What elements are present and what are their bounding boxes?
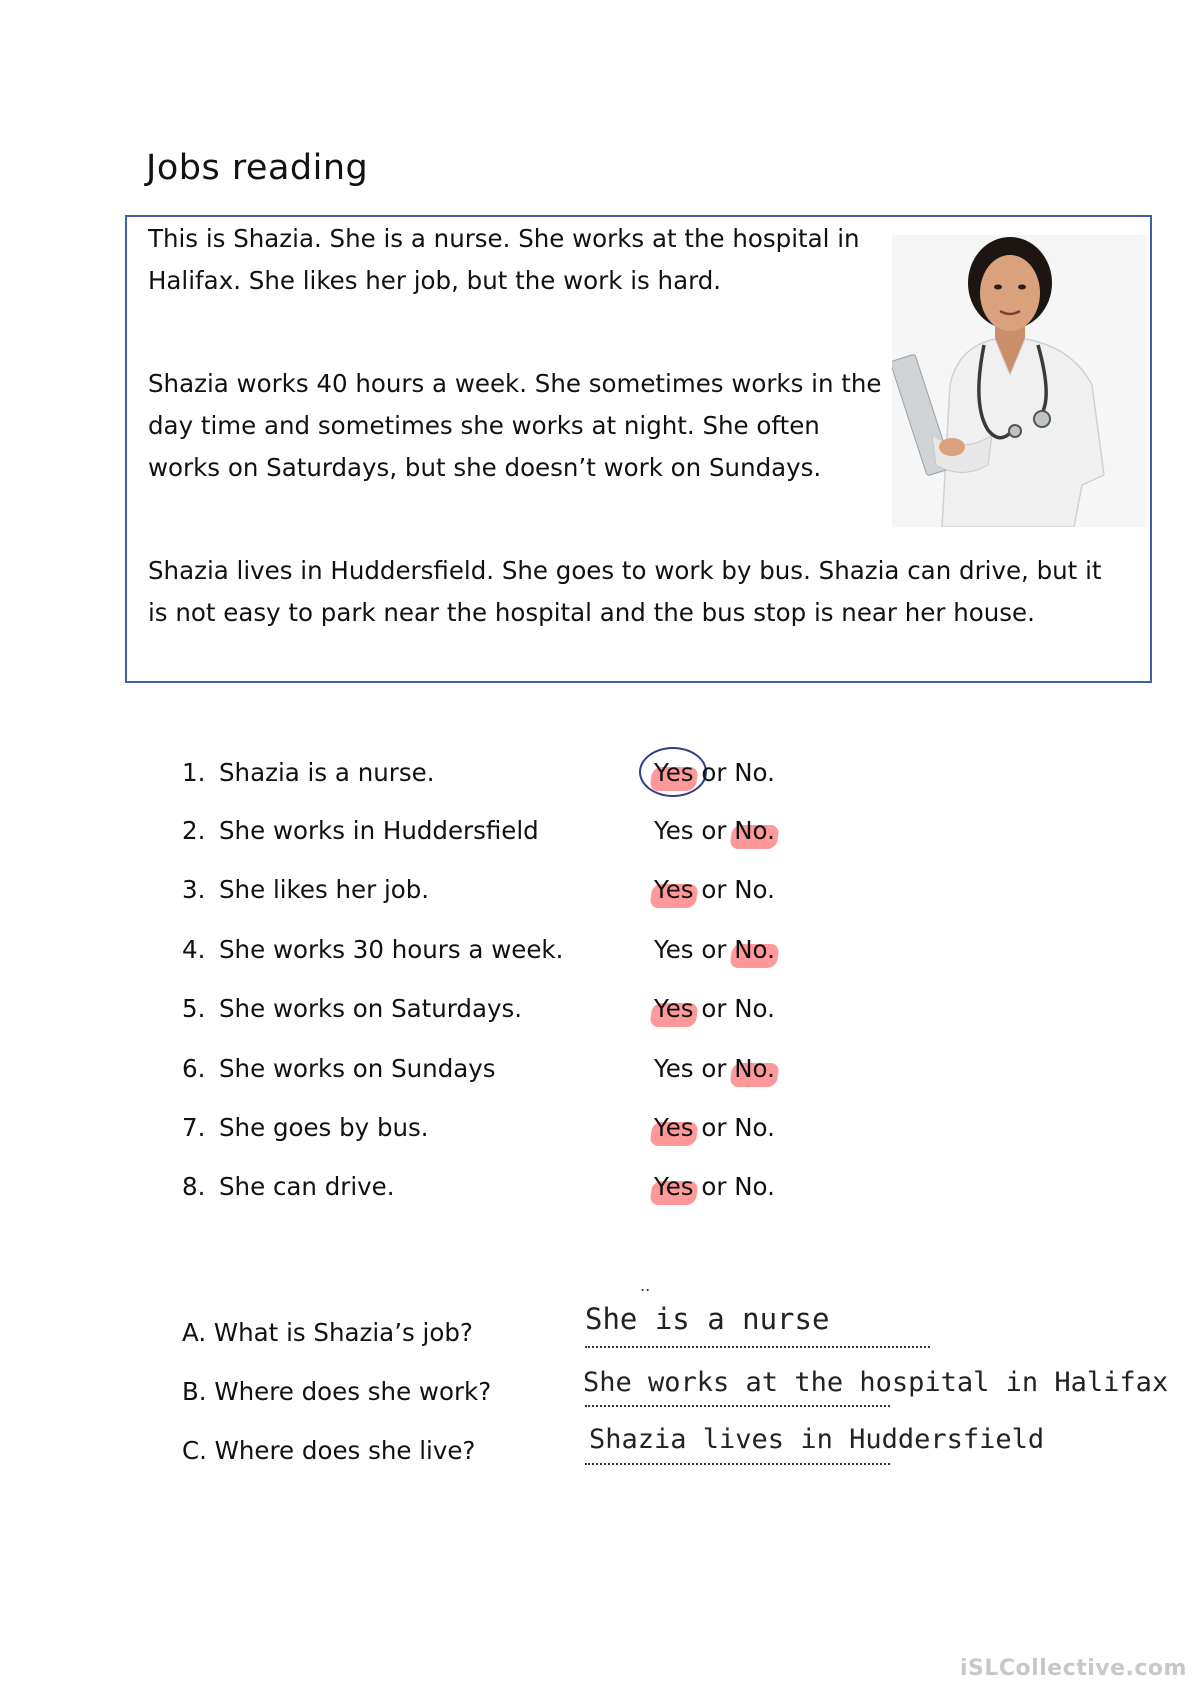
yes-option: Yes [654, 994, 694, 1023]
list-item [0, 1108, 1200, 1148]
item-number: 7. [182, 1113, 206, 1142]
item-number: 1. [182, 758, 206, 787]
list-item [0, 1049, 1200, 1089]
item-statement: She likes her job. [219, 875, 430, 904]
list-item [0, 989, 1200, 1029]
watermark: iSLCollective.com [960, 1656, 1187, 1681]
list-item [0, 930, 1200, 970]
yes-option: Yes [654, 935, 694, 964]
yes-or-no-answer [654, 870, 775, 910]
page-title: Jobs reading [146, 148, 369, 188]
or-connector: or [693, 1172, 735, 1201]
no-option: No. [734, 1172, 775, 1201]
item-number: 3. [182, 875, 206, 904]
or-connector: or [693, 875, 735, 904]
yes-option: Yes [654, 816, 694, 845]
list-item [0, 1167, 1200, 1207]
yes-or-no-answer [654, 753, 775, 793]
reading-paragraph: Shazia works 40 hours a week. She sometimes works in the day time and sometimes she works at night. She often works on Saturdays, but she doesn’t work on Sundays. [148, 369, 882, 482]
no-option: No. [734, 758, 775, 787]
list-item [0, 811, 1200, 851]
question-text: A. What is Shazia’s job? [182, 1318, 473, 1347]
answer-text: She is a nurse [585, 1302, 830, 1336]
item-statement: Shazia is a nurse. [219, 758, 435, 787]
item-statement: She goes by bus. [219, 1113, 429, 1142]
item-number: 5. [182, 994, 206, 1023]
item-number: 4. [182, 935, 206, 964]
yes-or-no-answer [654, 1167, 775, 1207]
item-number: 8. [182, 1172, 206, 1201]
reading-paragraph: This is Shazia. She is a nurse. She works at the hospital in Halifax. She likes her job, but the work is hard. [148, 224, 860, 295]
no-option: No. [734, 994, 775, 1023]
item-statement: She works in Huddersfield [219, 816, 539, 845]
item-number: 2. [182, 816, 206, 845]
no-option: No. [734, 875, 775, 904]
yes-option: Yes [654, 1113, 694, 1142]
yes-option: Yes [654, 758, 694, 787]
or-connector: or [693, 816, 735, 845]
list-item [0, 753, 1200, 793]
or-connector: or [693, 994, 735, 1023]
or-connector: or [693, 1054, 735, 1083]
yes-or-no-answer [654, 1049, 775, 1089]
or-connector: or [693, 1113, 735, 1142]
item-statement: She works on Saturdays. [219, 994, 523, 1023]
no-option: No. [734, 1113, 775, 1142]
no-option: No. [734, 935, 775, 964]
yes-or-no-answer [654, 989, 775, 1029]
list-item [0, 870, 1200, 910]
question-text: B. Where does she work? [182, 1377, 492, 1406]
yes-option: Yes [654, 1054, 694, 1083]
no-option: No. [734, 816, 775, 845]
yes-option: Yes [654, 1172, 694, 1201]
nurse-photo [892, 235, 1147, 527]
yes-option: Yes [654, 875, 694, 904]
yes-or-no-answer [654, 811, 775, 851]
question-text: C. Where does she live? [182, 1436, 476, 1465]
answer-text: Shazia lives in Huddersfield [589, 1424, 1045, 1455]
or-connector: or [693, 758, 735, 787]
stray-marks: .. [640, 1276, 651, 1295]
no-option: No. [734, 1054, 775, 1083]
answer-dotted-line [585, 1346, 930, 1348]
item-number: 6. [182, 1054, 206, 1083]
yes-or-no-answer [654, 930, 775, 970]
reading-paragraph: Shazia lives in Huddersfield. She goes to work by bus. Shazia can drive, but it is not easy to park near the hospital and the bus stop is near her house. [148, 556, 1102, 627]
answer-dotted-line [585, 1405, 890, 1407]
answer-text: She works at the hospital in Halifax [583, 1367, 1169, 1398]
answer-dotted-line [585, 1463, 890, 1465]
or-connector: or [693, 935, 735, 964]
item-statement: She works 30 hours a week. [219, 935, 564, 964]
yes-or-no-answer [654, 1108, 775, 1148]
item-statement: She works on Sundays [219, 1054, 496, 1083]
reading-passage-box [125, 215, 1152, 683]
item-statement: She can drive. [219, 1172, 395, 1201]
